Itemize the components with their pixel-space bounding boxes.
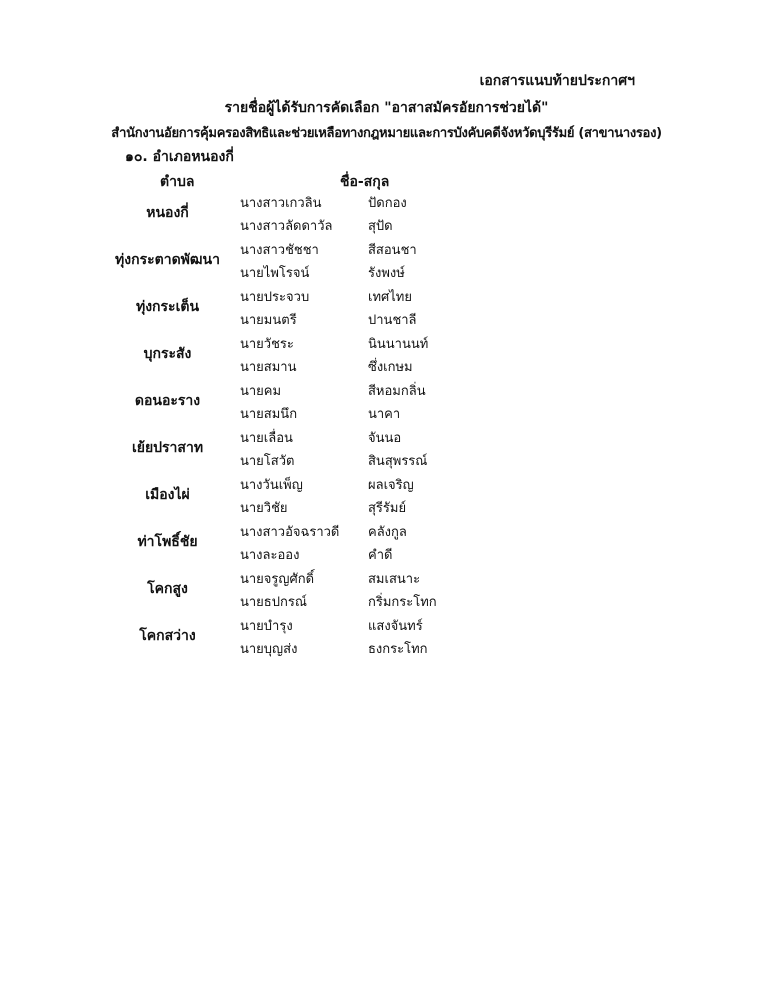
subdistrict-label: ดอนอะราง [134,393,201,409]
given-name: นางวันเพ็ญ [240,478,303,493]
subdistrict-label: โคกสูง [147,581,188,597]
surname: ซึ่งเกษม [368,360,413,375]
subdistrict-group [0,187,773,234]
list-item [0,470,773,493]
surname: สีสอนชา [368,243,417,258]
surname: ธงกระโทก [368,642,428,657]
given-name: นายสมนึก [240,407,298,422]
column-header-subdistrict: ตำบล [160,174,195,190]
given-name: นายบุญส่ง [240,642,298,657]
given-name: นายเลื่อน [240,431,293,446]
surname: จันนอ [368,431,402,446]
subdistrict-label: หนองกี่ [146,205,189,221]
given-name: นางสาวเกวลิน [240,196,322,211]
given-name: นายบำรุง [240,619,293,634]
given-name: นายสมาน [240,360,297,375]
given-name: นายคม [240,384,282,399]
surname: นาคา [368,407,401,422]
list-item [0,352,773,375]
subdistrict-group [0,516,773,563]
list-item [0,517,773,540]
surname: สีหอมกลิ่น [368,384,426,399]
surname: คลังกูล [368,525,407,540]
list-item [0,376,773,399]
given-name: นายวัชระ [240,337,294,352]
given-name: นายโสวัต [240,454,295,469]
subdistrict-group [0,469,773,516]
surname: ผลเจริญ [368,478,414,493]
given-name: นายไพโรจน์ [240,266,310,281]
subdistrict-label: โคกสว่าง [139,628,196,644]
subdistrict-label: ทุ่งกระเต็น [135,299,200,315]
subdistrict-label: เย้ยปราสาท [131,440,204,456]
surname: สมเสนาะ [368,572,421,587]
document-title: รายชื่อผู้ได้รับการคัดเลือก "อาสาสมัครอัยการช่วยได้" [224,100,549,116]
list-item [0,211,773,234]
list-item [0,258,773,281]
district-heading: ๑๐. อำเภอหนองกี่ [125,149,234,165]
list-item [0,188,773,211]
attachment-label: เอกสารแนบท้ายประกาศฯ [479,73,635,89]
name-list [0,187,773,657]
list-item [0,587,773,610]
list-item [0,235,773,258]
given-name: นางละออง [240,548,300,563]
column-header-name: ชื่อ-สกุล [340,174,390,190]
subdistrict-group [0,610,773,657]
subdistrict-label: ท่าโพธิ์ชัย [137,534,198,550]
list-item [0,446,773,469]
surname: สุรีรัมย์ [368,501,407,516]
given-name: นายประจวบ [240,290,310,305]
surname: สินสุพรรณ์ [368,454,428,469]
subdistrict-group [0,234,773,281]
surname: นินนานนท์ [368,337,429,352]
list-item [0,540,773,563]
surname: เทศไทย [368,290,412,305]
given-name: นายธปกรณ์ [240,595,307,610]
subdistrict-group [0,281,773,328]
list-item [0,493,773,516]
subdistrict-group [0,375,773,422]
surname: แสงจันทร์ [368,619,423,634]
given-name: นายวิชัย [240,501,288,516]
given-name: นางสาวลัดดาวัล [240,219,333,234]
given-name: นายมนตรี [240,313,297,328]
list-item [0,423,773,446]
given-name: นางสาวชัชชา [240,243,319,258]
list-item [0,399,773,422]
office-subtitle: สำนักงานอัยการคุ้มครองสิทธิและช่วยเหลือทางกฎหมายและการบังคับคดีจังหวัดบุรีรัมย์ (สาขานางรอง) [111,126,662,141]
list-item [0,305,773,328]
list-item [0,634,773,657]
subdistrict-label: ทุ่งกระตาดพัฒนา [115,252,220,268]
list-item [0,611,773,634]
surname: สุปัด [368,219,393,234]
surname: กริ่มกระโทก [368,595,437,610]
subdistrict-label: เมืองไผ่ [145,487,190,503]
subdistrict-group [0,422,773,469]
surname: ปานชาลี [368,313,417,328]
surname: คำดี [368,548,393,563]
list-item [0,329,773,352]
list-item [0,282,773,305]
subdistrict-group [0,328,773,375]
list-item [0,564,773,587]
surname: ปัดกอง [368,196,407,211]
subdistrict-label: บุกระสัง [143,346,192,362]
given-name: นายจรูญศักดิ์ [240,572,315,587]
given-name: นางสาวอัจฉราวดี [240,525,340,540]
subdistrict-group [0,563,773,610]
surname: รังพงษ์ [368,266,405,281]
